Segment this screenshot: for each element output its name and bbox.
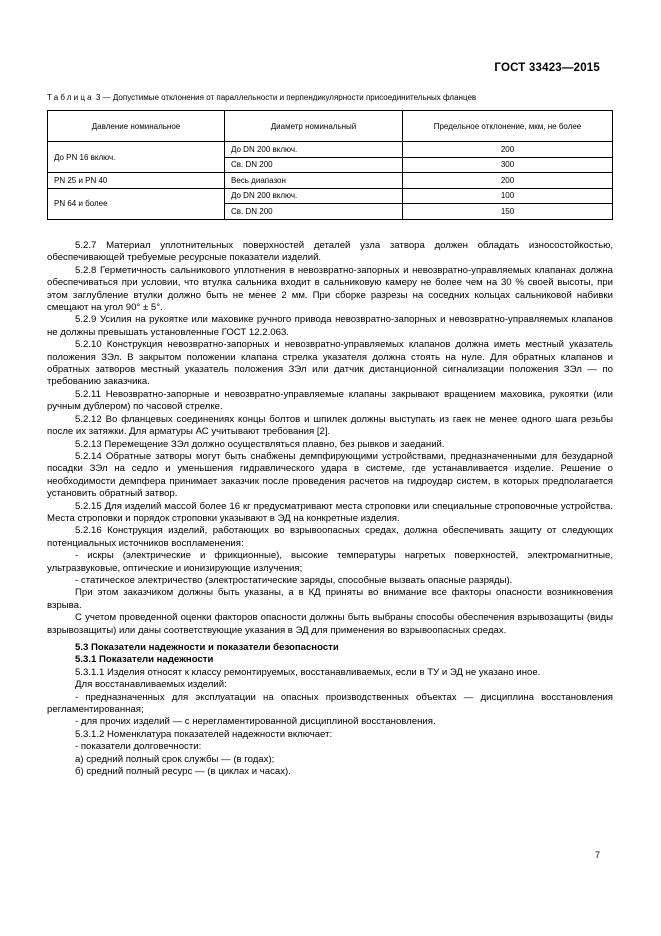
list-item: - показатели долговечности:: [75, 741, 202, 753]
pressure-cell: PN 64 и более: [48, 188, 225, 219]
tolerance-table: [47, 110, 613, 220]
paragraph-5-2-8: 5.2.8 Герметичность сальникового уплотнения в невозвратно-запорных и невозвратно-управляемых клапанах должна обеспечиваться при условии, что втулка сальника входит в сальниковую камеру не более чем на 30 % своей высоты, при этом заглубление втулки должно быть не менее 2 мм. При сборке разрезы на соседних кольцах сальниковой набивки смещают на угол 90° ± 5°.: [47, 264, 613, 314]
paragraph: Для восстанавливаемых изделий:: [75, 679, 227, 691]
paragraph-5-2-13: 5.2.13 Перемещение ЗЭл должно осуществляться плавно, без рывков и заеданий.: [75, 438, 445, 450]
paragraph-5-2-14: 5.2.14 Обратные затворы могут быть снабжены демпфирующими устройствами, предназначенными для безударной посадки ЗЭл на седло и уменьшения гидравлического удара в системе, где устанавливается изделие. Решение о необходимости демпфера принимает заказчик после проведения расчетов на гидроудар систем, в которых предполагается установить обратный затвор.: [47, 450, 613, 500]
list-item: - искры (электрические и фрикционные), высокие температуры нагретых поверхностей, электромагнитные, ультразвуковые, оптические и ионизирующие излучения;: [47, 550, 613, 574]
list-item: а) средний полный срок службы — (в годах);: [75, 753, 275, 765]
value-cell: 100: [403, 188, 613, 204]
table-row: [48, 188, 613, 204]
table-caption-word: Таблица: [47, 93, 94, 102]
paragraph-5-2-11: 5.2.11 Невозвратно-запорные и невозвратно-управляемые клапаны закрывают вращением маховика, рукоятки (или ручным дублером) по часовой стрелке.: [47, 388, 613, 413]
list-item: - предназначенных для эксплуатации на опасных производственных объектах — дисциплина восстановления регламентированная;: [47, 691, 613, 716]
pressure-cell: До PN 16 включ.: [48, 142, 225, 173]
paragraph-5-2-15: 5.2.15 Для изделий массой более 16 кг предусматривают места строповки или специальные строповочные устройства. Места строповки и порядок строповки указывают в ЭД на конкретные изделия.: [47, 500, 613, 524]
page-number: 7: [594, 850, 600, 860]
diameter-cell: Весь диапазон: [225, 173, 403, 189]
table-header-cell: Предельное отклонение, мкм, не более: [403, 111, 613, 142]
value-cell: 200: [403, 142, 613, 158]
paragraph-5-3-1-2: 5.3.1.2 Номенклатура показателей надежности включает:: [75, 728, 333, 740]
paragraph: При этом заказчиком должны быть указаны, а в КД приняты во внимание все факторы опасности возникновения взрыва.: [47, 587, 613, 611]
subsection-title: 5.3.1 Показатели надежности: [75, 654, 214, 666]
pressure-cell: PN 25 и PN 40: [48, 173, 225, 189]
standard-header: ГОСТ 33423—2015: [494, 62, 600, 74]
paragraph-5-2-12: 5.2.12 Во фланцевых соединениях концы болтов и шпилек должны выступать из гаек не менее одного шага резьбы после их затяжки. Для арматуры АС учитывают требования [2].: [47, 413, 613, 438]
table-row: [48, 173, 613, 189]
paragraph-5-2-7: 5.2.7 Материал уплотнительных поверхностей деталей узла затвора должен обладать износостойкостью, обеспечивающей требуемые ресурсные показатели изделий.: [47, 240, 613, 264]
table-caption: [47, 93, 476, 102]
list-item: - для прочих изделий — с нерегламентированной дисциплиной восстановления.: [75, 716, 436, 728]
diameter-cell: До DN 200 включ.: [225, 142, 403, 158]
paragraph: С учетом проведенной оценки факторов опасности должны быть выбраны способы обеспечения взрывозащиты (виды взрывозащиты) или даны соответствующие указания в ЭД для применения во взрывоопасных средах.: [47, 612, 613, 636]
paragraph-5-2-16: 5.2.16 Конструкция изделий, работающих во взрывоопасных средах, должна обеспечивать защиту от следующих потенциальных источников воспламенения:: [47, 525, 613, 549]
diameter-cell: Св. DN 200: [225, 204, 403, 220]
list-item: б) средний полный ресурс — (в циклах и часах).: [75, 766, 291, 778]
diameter-cell: Св. DN 200: [225, 157, 403, 173]
table-header-cell: Давление номинальное: [48, 111, 225, 142]
section-title: 5.3 Показатели надежности и показатели безопасности: [75, 642, 339, 653]
table-caption-text: 3 — Допустимые отклонения от параллельности и перпендикулярности присоединительных фланцев: [93, 93, 477, 102]
value-cell: 300: [403, 157, 613, 173]
paragraph-5-2-10: 5.2.10 Конструкция невозвратно-запорных и невозвратно-управляемых клапанов должна иметь местный указатель положения ЗЭл. В закрытом положении клапана стрелка указателя должна стоять на нуле. Для обратных клапанов и обратных затворов местный указатель положения ЗЭл или датчик дистанционной сигнализации положения ЗЭл — по требованию заказчика.: [47, 339, 613, 388]
paragraph-5-3-1-1: 5.3.1.1 Изделия относят к классу ремонтируемых, восстанавливаемых, если в ТУ и ЭД не указано иное.: [75, 666, 541, 678]
paragraph-5-2-9: 5.2.9 Усилия на рукоятке или маховике ручного привода невозвратно-запорных и невозвратно-управляемых клапанов не должны превышать установленные ГОСТ 12.2.063.: [47, 314, 613, 338]
table-header-cell: Диаметр номинальный: [225, 111, 403, 142]
diameter-cell: До DN 200 включ.: [225, 188, 403, 204]
table-row: [48, 142, 613, 158]
table-header-row: [48, 111, 613, 142]
value-cell: 200: [403, 173, 613, 189]
value-cell: 150: [403, 204, 613, 220]
body-text: [47, 240, 613, 778]
list-item: - статическое электричество (электростатические заряды, способные вызвать опасные разряды).: [75, 574, 513, 586]
